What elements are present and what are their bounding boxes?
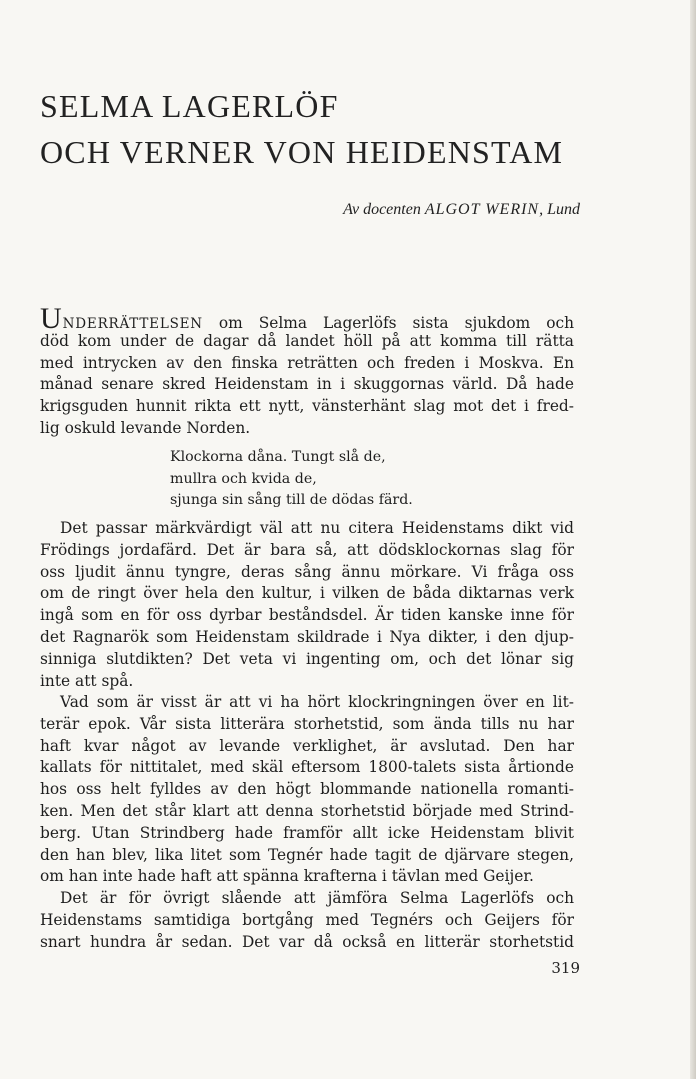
poem-line: Klockorna dåna. Tungt slå de,	[170, 449, 386, 465]
text-line: inte att spå.	[40, 671, 134, 690]
paragraph-1-line-1	[40, 302, 574, 335]
text-line: hos oss helt fylldes av den högt blommande nationella romanti-	[40, 780, 574, 799]
byline-suffix: , Lund	[539, 201, 580, 218]
paragraph-1	[40, 302, 574, 440]
text-line: om han inte hade haft att spänna krafterna i tävlan med Geijer.	[40, 867, 534, 886]
text-line: Det är för övrigt slående att jämföra Selma Lagerlöfs och	[60, 889, 574, 907]
text-line: Det passar märkvärdigt väl att nu citera Heidenstams dikt vid	[60, 519, 574, 537]
text-line: berg. Utan Strindberg hade framför allt icke Heidenstam blivit	[40, 823, 574, 842]
poem-quote	[170, 447, 413, 512]
text-line: snart hundra år sedan. Det var då också en litterär storhetstid	[40, 932, 574, 951]
paragraph-2	[40, 518, 574, 692]
text-line: ingå som en för oss dyrbar beståndsdel. Är tiden kanske inne för	[40, 606, 574, 625]
text-line: med intrycken av den finska reträtten och freden i Moskva. En	[40, 353, 574, 372]
text-line: Heidenstams samtidiga bortgång med Tegnérs och Geijers för	[40, 910, 574, 929]
text-line: sinniga slutdikten? Det veta vi ingenting om, och det lönar sig	[40, 649, 574, 668]
text-line: Vad som är visst är att vi ha hört klockringningen över en lit-	[60, 693, 574, 711]
paragraph-3	[40, 692, 574, 888]
title-line-1: SELMA LAGERLÖF	[40, 88, 339, 124]
text-line: död kom under de dagar då landet höll på att komma till rätta	[40, 331, 574, 350]
text-line: terär epok. Vår sista litterära storhetstid, som ända tills nu har	[40, 714, 574, 733]
article-title	[40, 83, 563, 175]
text-line: den han blev, lika litet som Tegnér hade tagit de djärvare stegen,	[40, 845, 574, 864]
poem-line: sjunga sin sång till de dödas färd.	[170, 492, 413, 509]
text-line: månad senare skred Heidenstam in i skuggornas värld. Då hade	[40, 375, 574, 394]
byline-author: ALGOT WERIN	[424, 201, 540, 218]
text-line: oss ljudit ännu tyngre, deras sång ännu mörkare. Vi fråga oss	[40, 562, 574, 581]
paragraph-4	[40, 888, 574, 953]
first-line-rest: om Selma Lagerlöfs sista sjukdom och	[202, 314, 574, 332]
text-line: kallats för nittitalet, med skäl eftersom 1800-talets sista årtionde	[40, 758, 574, 777]
byline-prefix: Av docenten	[343, 201, 425, 218]
opening-word: NDERRÄTTELSEN	[62, 316, 203, 332]
drop-cap: U	[40, 302, 62, 335]
text-line: haft kvar något av levande verklighet, är avslutad. Den har	[40, 736, 574, 755]
text-line: krigsguden hunnit rikta ett nytt, vänsterhänt slag mot det i fred-	[40, 397, 574, 416]
byline	[343, 201, 580, 219]
text-line: Frödings jordafärd. Det är bara så, att dödsklockornas slag för	[40, 540, 574, 559]
text-line: ken. Men det står klart att denna storhetstid började med Strind-	[40, 801, 574, 820]
page-number: 319	[551, 959, 580, 977]
text-line: om de ringt över hela den kultur, i vilken de båda diktarnas verk	[40, 584, 574, 603]
poem-line: mullra och kvida de,	[170, 470, 317, 487]
text-line: det Ragnarök som Heidenstam skildrade i Nya dikter, i den djup-	[40, 627, 574, 646]
text-line: lig oskuld levande Norden.	[40, 418, 251, 437]
page-edge	[690, 0, 696, 1079]
title-line-2: OCH VERNER VON HEIDENSTAM	[40, 134, 564, 170]
